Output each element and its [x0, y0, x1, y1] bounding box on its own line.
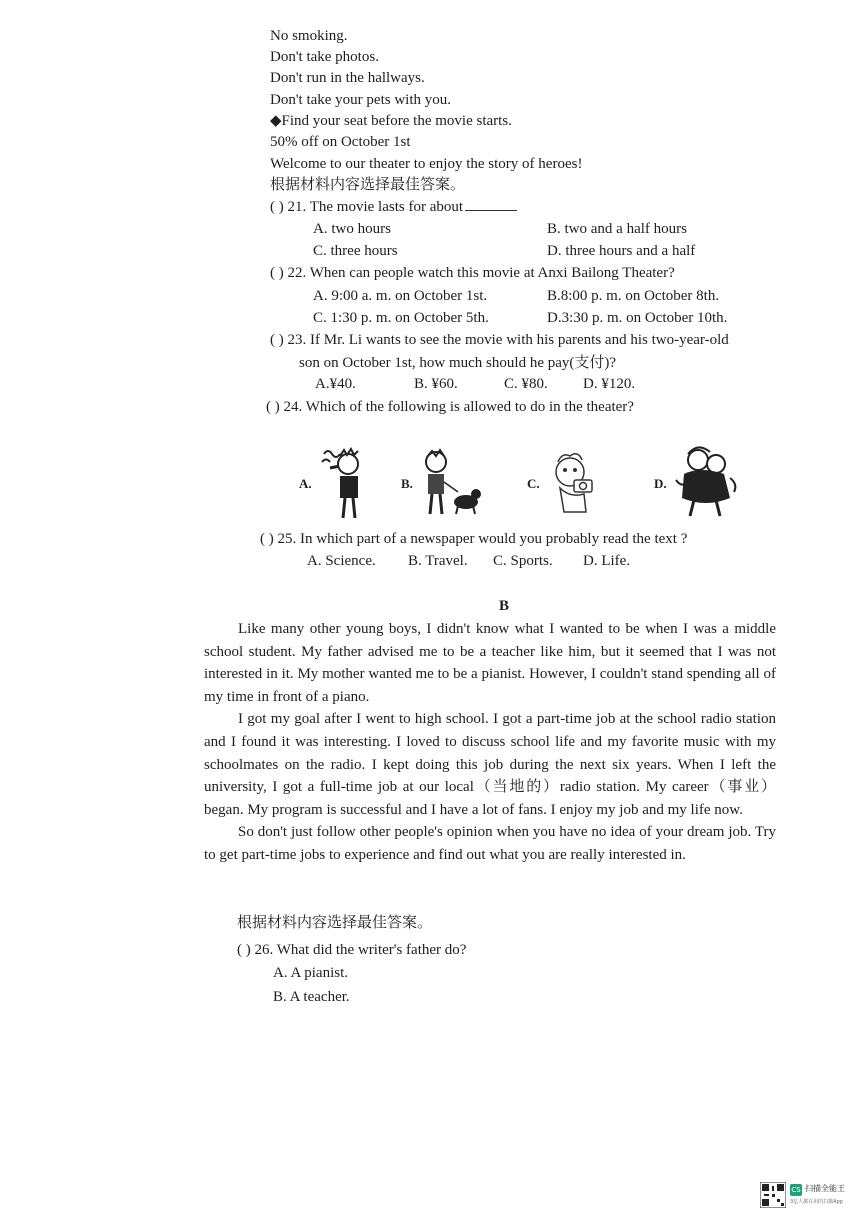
passage-b — [204, 618, 776, 867]
rule-no-smoking: No smoking. — [270, 28, 348, 44]
question-23: ( ) 23. If Mr. Li wants to see the movie with his parents and his two-year-old — [270, 332, 729, 348]
instruction-a: 根据材料内容选择最佳答案。 — [270, 177, 466, 193]
q23-option-d: D. ¥120. — [583, 376, 636, 392]
scanner-slogan: 3亿人都在用的扫描App — [790, 1199, 843, 1205]
q23-option-c: C. ¥80. — [504, 376, 548, 392]
rule-no-photos: Don't take photos. — [270, 49, 379, 65]
children-eating-icon — [672, 444, 742, 518]
rule-discount: 50% off on October 1st — [270, 134, 411, 150]
q22-option-d: D.3:30 p. m. on October 10th. — [547, 310, 728, 326]
q24-option-c-label: C. — [527, 476, 540, 491]
q25-option-b: B. Travel. — [408, 553, 468, 569]
person-with-dog-icon — [418, 448, 482, 518]
passage-paragraph-2: I got my goal after I went to high school. I got a part-time job at the school radio station and I found it was interesting. I loved to discuss school life and my favorite music with my schoolmates on the radio. I kept doing this job during the next six years. When I left the university, I got a full-time job at our local（当地的）radio station. My career（事业）began. My program is successful and I have a lot of fans. I enjoy my job and my life now. — [204, 711, 776, 818]
q21-option-c: C. three hours — [313, 243, 398, 259]
q26-option-b: B. A teacher. — [273, 989, 350, 1005]
question-21-text: ( ) 21. The movie lasts for about — [270, 199, 464, 215]
rule-no-pets: Don't take your pets with you. — [270, 92, 452, 108]
qr-code-icon — [760, 1182, 786, 1208]
person-with-camera-icon — [548, 446, 604, 518]
rule-no-running: Don't run in the hallways. — [270, 70, 425, 86]
q21-option-b: B. two and a half hours — [547, 221, 687, 237]
q24-option-d-label: D. — [654, 476, 667, 491]
question-25: ( ) 25. In which part of a newspaper would you probably read the text ? — [260, 531, 688, 547]
question-22: ( ) 22. When can people watch this movie at Anxi Bailong Theater? — [270, 265, 675, 281]
rule-find-seat: ◆Find your seat before the movie starts. — [270, 113, 512, 129]
q22-option-b: B.8:00 p. m. on October 8th. — [547, 288, 720, 304]
question-21 — [270, 197, 517, 217]
answer-blank — [465, 198, 517, 211]
q25-option-d: D. Life. — [583, 553, 631, 569]
q24-option-a-label: A. — [299, 476, 312, 491]
question-23-continuation: son on October 1st, how much should he pay(支付)? — [299, 355, 617, 371]
q22-option-a: A. 9:00 a. m. on October 1st. — [313, 288, 488, 304]
smoking-person-icon — [318, 446, 370, 520]
q25-option-a: A. Science. — [307, 553, 376, 569]
passage-paragraph-3: So don't just follow other people's opinion when you have no idea of your dream job. Try to get part-time jobs to experience and find out what you are really interested in. — [204, 824, 776, 863]
section-b-heading: B — [499, 598, 510, 614]
q21-option-d: D. three hours and a half — [547, 243, 696, 259]
cs-icon: CS — [791, 1186, 801, 1194]
q22-option-c: C. 1:30 p. m. on October 5th. — [313, 310, 489, 326]
q23-option-a: A.¥40. — [315, 376, 356, 392]
rule-welcome: Welcome to our theater to enjoy the story of heroes! — [270, 156, 583, 172]
q26-option-a: A. A pianist. — [273, 965, 349, 981]
scanner-brand-text: 扫描全能王 — [805, 1184, 845, 1193]
instruction-b: 根据材料内容选择最佳答案。 — [237, 915, 433, 931]
q23-option-b: B. ¥60. — [414, 376, 458, 392]
question-26: ( ) 26. What did the writer's father do? — [237, 942, 467, 958]
q25-option-c: C. Sports. — [493, 553, 553, 569]
question-24: ( ) 24. Which of the following is allowed to do in the theater? — [266, 399, 634, 415]
passage-paragraph-1: Like many other young boys, I didn't know what I wanted to be when I was a middle school student. My father advised me to be a teacher like him, but it seemed that I was not interested in it. My mother wanted me to be a pianist. However, I couldn't stand spending all of my time in front of a piano. — [204, 621, 776, 705]
q24-option-b-label: B. — [401, 476, 413, 491]
q21-option-a: A. two hours — [313, 221, 391, 237]
